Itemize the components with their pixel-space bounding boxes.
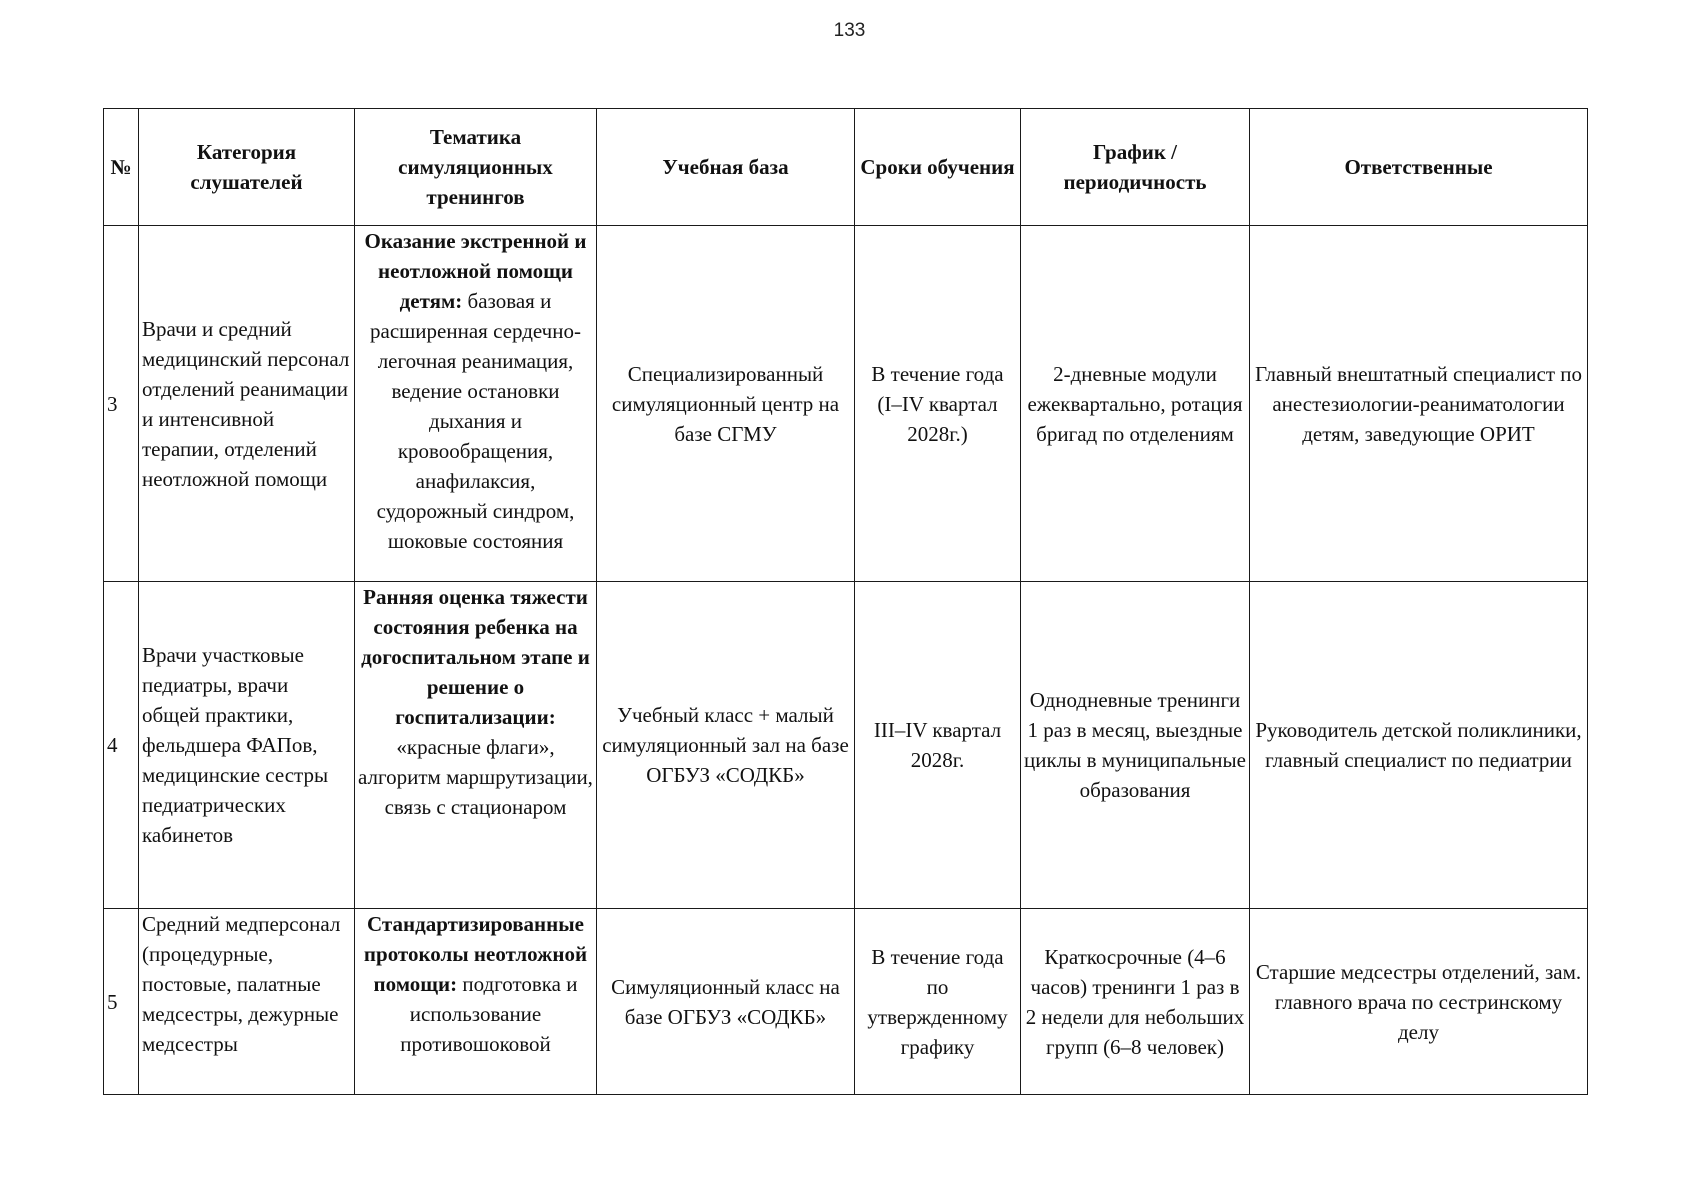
topic-cell: [355, 226, 597, 582]
terms-cell: В течение года (I–IV квартал 2028г.): [855, 226, 1021, 582]
row-number: 4: [104, 582, 139, 909]
header-terms: Сроки обучения: [855, 109, 1021, 226]
topic-details: базовая и расширенная сердечно-легочная реанимация, ведение остановки дыхания и кровообращения, анафилаксия, судорожный синдром, шоковые состояния: [370, 289, 581, 553]
base-cell: Специализированный симуляционный центр на базе СГМУ: [597, 226, 855, 582]
schedule-cell: Краткосрочные (4–6 часов) тренинги 1 раз в 2 недели для небольших групп (6–8 человек): [1021, 909, 1250, 1095]
responsible-cell: Главный внештатный специалист по анестезиологии-реаниматологии детям, заведующие ОРИТ: [1250, 226, 1588, 582]
schedule-cell: Однодневные тренинги 1 раз в месяц, выездные циклы в муниципальные образования: [1021, 582, 1250, 909]
responsible-cell: Руководитель детской поликлиники, главный специалист по педиатрии: [1250, 582, 1588, 909]
training-schedule-table: [103, 108, 1588, 1095]
table-row: [104, 582, 1588, 909]
topic-cell: [355, 909, 597, 1095]
responsible-cell: Старшие медсестры отделений, зам. главного врача по сестринскому делу: [1250, 909, 1588, 1095]
terms-cell: III–IV квартал 2028г.: [855, 582, 1021, 909]
table-row: [104, 909, 1588, 1095]
topic-details: подготовка и использование противошоковой: [400, 972, 578, 1056]
topic-title: Ранняя оценка тяжести состояния ребенка на догоспитальном этапе и решение о госпитализации:: [361, 585, 590, 729]
base-cell: Симуляционный класс на базе ОГБУЗ «СОДКБ»: [597, 909, 855, 1095]
schedule-cell: 2-дневные модули ежеквартально, ротация бригад по отделениям: [1021, 226, 1250, 582]
row-number: 5: [104, 909, 139, 1095]
category-cell: Врачи и средний медицинский персонал отделений реанимации и интенсивной терапии, отделений неотложной помощи: [139, 226, 355, 582]
topic-cell: [355, 582, 597, 909]
header-num: №: [104, 109, 139, 226]
terms-cell: В течение года по утвержденному графику: [855, 909, 1021, 1095]
header-base: Учебная база: [597, 109, 855, 226]
category-cell: Врачи участковые педиатры, врачи общей практики, фельдшера ФАПов, медицинские сестры педиатрических кабинетов: [139, 582, 355, 909]
header-row: [104, 109, 1588, 226]
category-cell: Средний медперсонал (процедурные, постовые, палатные медсестры, дежурные медсестры: [139, 909, 355, 1095]
row-number: 3: [104, 226, 139, 582]
header-category: Категория слушателей: [139, 109, 355, 226]
table-row: [104, 226, 1588, 582]
topic-title: Оказание экстренной и неотложной помощи детям:: [364, 229, 587, 313]
topic-details: «красные флаги», алгоритм маршрутизации, связь с стационаром: [358, 735, 593, 819]
header-responsible: Ответственные: [1250, 109, 1588, 226]
topic-title: Стандартизированные протоколы неотложной помощи:: [363, 912, 588, 996]
base-cell: Учебный класс + малый симуляционный зал на базе ОГБУЗ «СОДКБ»: [597, 582, 855, 909]
header-topic: Тематика симуляционных тренингов: [355, 109, 597, 226]
header-schedule: График / периодичность: [1021, 109, 1250, 226]
page-number: 133: [833, 20, 866, 41]
